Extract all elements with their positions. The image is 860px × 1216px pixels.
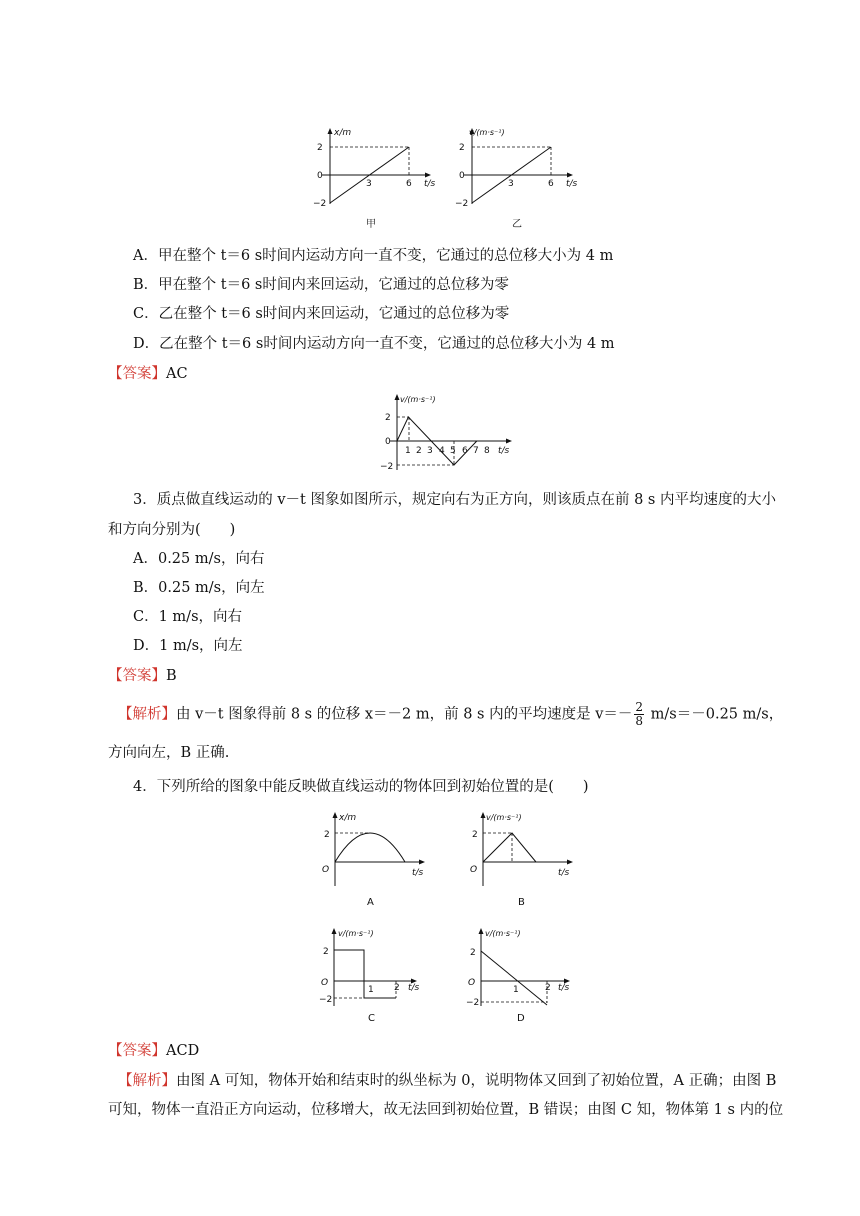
q3-option-a: A．0.25 m/s，向右: [133, 551, 265, 567]
figure-q3-vt: [368, 392, 518, 476]
figd-xlabel: t/s: [558, 983, 570, 993]
figa-caption: A: [367, 897, 374, 908]
yi-ytick-neg2: −2: [455, 199, 469, 209]
velocity-line: [334, 950, 396, 998]
q3-stem-line1: 3．质点做直线运动的 v－t 图象如图所示，规定向右为正方向，则该质点在前 8 s 内平均速度的大小: [133, 492, 776, 508]
figc-caption: C: [368, 1013, 375, 1024]
q4-figure-b: [466, 808, 582, 912]
q3-ylabel: v/(m·s⁻¹): [400, 395, 436, 404]
q3-xtick-1: 1: [405, 446, 411, 456]
jia-ytick-2: 2: [317, 143, 323, 153]
q3-xtick-5: 5: [450, 446, 456, 456]
q3-vt-graph: [380, 394, 512, 472]
answer-tag: 【答案】: [108, 1043, 166, 1059]
figa-origin: O: [322, 865, 330, 875]
q2-option-b: B．甲在整个 t＝6 s时间内来回运动，它通过的总位移为零: [133, 277, 509, 293]
velocity-line: [481, 951, 547, 1005]
q3-option-d: D．1 m/s，向左: [133, 638, 243, 654]
figc-ytick-2: 2: [323, 947, 329, 957]
jia-ytick-neg2: −2: [313, 199, 327, 209]
jia-xlabel: t/s: [424, 179, 436, 189]
fraction: [634, 701, 644, 728]
figc-xtick-2: 2: [394, 983, 400, 993]
q4-figure-c: [316, 924, 436, 1028]
fraction-numerator: 2: [635, 700, 644, 714]
q2-option-c: C．乙在整个 t＝6 s时间内来回运动，它通过的总位移为零: [133, 306, 510, 322]
q4-figure-d: [463, 924, 583, 1028]
q3-xlabel: t/s: [498, 446, 510, 456]
figb-origin: O: [470, 865, 478, 875]
figc-ytick-neg2: −2: [319, 995, 333, 1005]
q2-option-a: A．甲在整个 t＝6 s时间内运动方向一直不变，它通过的总位移大小为 4 m: [133, 248, 614, 264]
figd-ytick-neg2: −2: [466, 998, 480, 1008]
figd-caption: D: [517, 1013, 525, 1024]
q3-ytick-neg2: −2: [380, 462, 394, 472]
velocity-line: [483, 833, 536, 862]
figd-xtick-1: 1: [513, 985, 519, 995]
figb-xlabel: t/s: [558, 868, 570, 878]
answer-tag: 【答案】: [108, 366, 166, 382]
q3-stem-line2: 和方向分别为( ): [108, 522, 236, 538]
yi-caption: 乙: [512, 219, 522, 230]
figure-jia-yi: [300, 124, 590, 236]
yi-xlabel: t/s: [566, 179, 578, 189]
graph-jia: [313, 128, 436, 230]
position-curve: [335, 833, 405, 862]
q3-xtick-3: 3: [427, 446, 433, 456]
q3-answer: [108, 666, 177, 686]
q3-xtick-8: 8: [484, 446, 490, 456]
figc-xtick-1: 1: [368, 985, 374, 995]
analysis-tag: 【解析】: [118, 706, 176, 723]
analysis-text-2: m/s＝－0.25 m/s，: [646, 706, 784, 723]
answer-value: B: [166, 668, 177, 684]
figb-caption: B: [518, 897, 525, 908]
figa-ylabel: x/m: [339, 813, 357, 823]
q2-option-d: D．乙在整个 t＝6 s时间内运动方向一直不变，它通过的总位移大小为 4 m: [133, 336, 615, 352]
figc-ylabel: v/(m·s⁻¹): [338, 929, 374, 938]
analysis-tag: 【解析】: [118, 1073, 176, 1089]
figd-ytick-2: 2: [470, 948, 476, 958]
answer-value: AC: [166, 366, 188, 382]
q3-analysis-line2: 方向向左，B 正确.: [108, 745, 230, 761]
q4-analysis-line1: [118, 1071, 776, 1091]
q4-analysis-line2: 可知，物体一直沿正方向运动，位移增大，故无法回到初始位置，B 错误；由图 C 知，物体第 1 s 内的位: [108, 1102, 784, 1118]
q3-option-b: B．0.25 m/s，向左: [133, 580, 265, 596]
yi-xtick-3: 3: [508, 179, 514, 189]
q3-option-c: C．1 m/s，向右: [133, 609, 243, 625]
jia-xtick-6: 6: [406, 179, 412, 189]
q4-answer: [108, 1041, 199, 1061]
answer-tag: 【答案】: [108, 668, 166, 684]
jia-ytick-0: 0: [317, 171, 323, 181]
q3-ytick-2: 2: [385, 413, 391, 423]
answer-value: ACD: [166, 1043, 200, 1059]
yi-xtick-6: 6: [548, 179, 554, 189]
figc-origin: O: [321, 978, 329, 988]
figa-ytick-2: 2: [324, 830, 330, 840]
figd-xtick-2: 2: [545, 983, 551, 993]
figa-xlabel: t/s: [412, 868, 424, 878]
graph-yi: [455, 128, 578, 230]
analysis-text: 由图 A 可知，物体开始和结束时的纵坐标为 0，说明物体又回到了初始位置，A 正确；由图 B: [176, 1073, 777, 1089]
figc-xlabel: t/s: [408, 983, 420, 993]
figb-ytick-2: 2: [472, 830, 478, 840]
jia-ylabel: x/m: [334, 128, 352, 138]
yi-ytick-0: 0: [459, 171, 465, 181]
figb-ylabel: v/(m·s⁻¹): [486, 813, 522, 822]
q3-ytick-0: 0: [385, 437, 391, 447]
analysis-text-1: 由 v－t 图象得前 8 s 的位移 x＝－2 m，前 8 s 内的平均速度是 v＝－: [176, 706, 633, 723]
yi-ylabel: v/(m·s⁻¹): [469, 128, 505, 137]
figd-origin: O: [468, 978, 476, 988]
yi-ytick-2: 2: [459, 143, 465, 153]
q3-analysis-line1: [118, 701, 783, 728]
q3-xtick-4: 4: [439, 446, 445, 456]
jia-xtick-3: 3: [366, 179, 372, 189]
fraction-denominator: 8: [635, 714, 644, 728]
q2-answer: [108, 364, 188, 384]
figd-ylabel: v/(m·s⁻¹): [485, 929, 521, 938]
jia-caption: 甲: [366, 219, 376, 230]
q3-xtick-2: 2: [416, 446, 422, 456]
q4-figure-a: [318, 808, 434, 912]
q3-xtick-7: 7: [473, 446, 479, 456]
q3-xtick-6: 6: [462, 446, 468, 456]
q4-stem: 4．下列所给的图象中能反映做直线运动的物体回到初始位置的是( ): [133, 779, 589, 795]
